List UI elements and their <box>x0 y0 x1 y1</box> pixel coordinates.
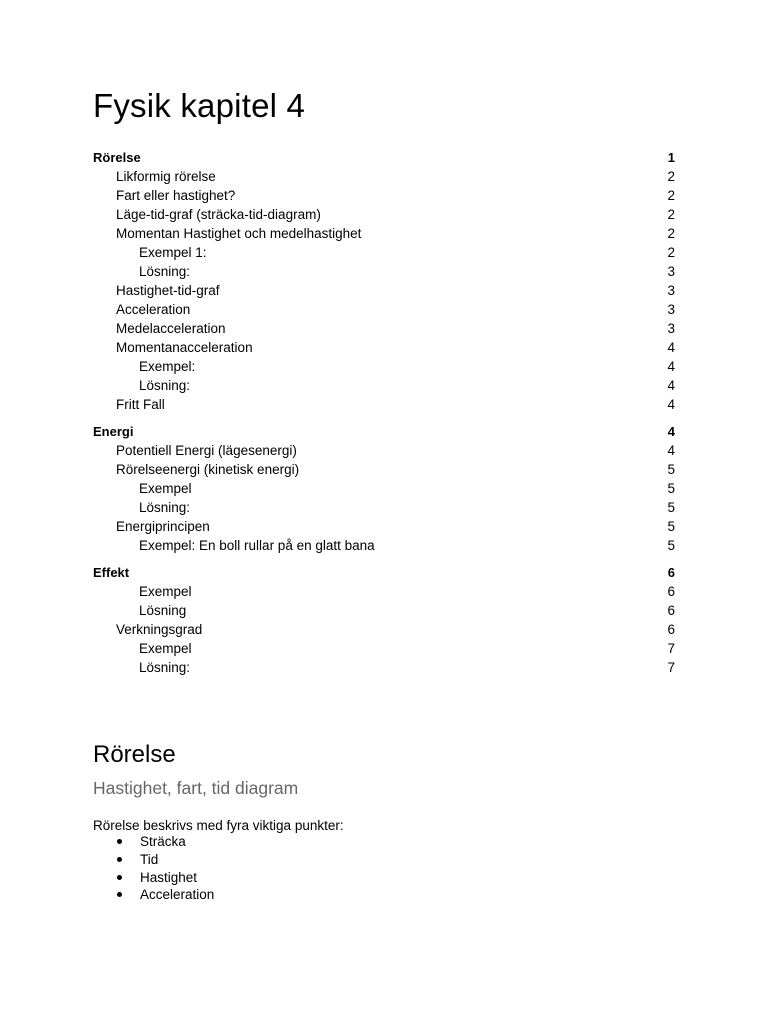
toc-entry[interactable] <box>93 460 675 479</box>
toc-entry-title: Lösning <box>139 603 187 618</box>
toc-entry-title: Exempel: <box>139 359 196 374</box>
toc-entry[interactable] <box>93 300 675 319</box>
toc-page-number: 1 <box>667 150 675 165</box>
toc-entry[interactable] <box>93 601 675 620</box>
list-item-text: Sträcka <box>140 834 186 850</box>
toc-page-number: 2 <box>667 169 675 184</box>
toc-entry[interactable] <box>93 376 675 395</box>
list-item-text: Hastighet <box>140 869 198 885</box>
toc-entry-title: Lösning: <box>139 660 191 675</box>
toc-page-number: 5 <box>667 538 675 553</box>
toc-entry-title: Fart eller hastighet? <box>116 188 236 203</box>
toc-page-number: 5 <box>667 519 675 534</box>
toc-page-number: 2 <box>667 188 675 203</box>
toc-entry-title: Effekt <box>93 565 130 580</box>
toc-entry[interactable] <box>93 357 675 376</box>
toc-entry[interactable] <box>93 441 675 460</box>
toc-entry-title: Potentiell Energi (lägesenergi) <box>116 443 297 458</box>
toc-entry[interactable] <box>93 148 675 167</box>
toc-page-number: 3 <box>667 283 675 298</box>
toc-page-number: 4 <box>667 424 675 439</box>
toc-entry-title: Lösning: <box>139 500 191 515</box>
toc-page-number: 4 <box>667 443 675 458</box>
toc-page-number: 6 <box>667 622 675 637</box>
toc-entry-title: Exempel: En boll rullar på en glatt bana <box>139 538 375 553</box>
toc-entry-title: Läge-tid-graf (sträcka-tid-diagram) <box>116 207 321 222</box>
toc-page-number: 4 <box>667 397 675 412</box>
toc-entry-title: Momentanacceleration <box>116 340 253 355</box>
bullet-icon <box>117 892 122 897</box>
bullet-icon <box>117 875 122 880</box>
bullet-icon <box>117 857 122 862</box>
list-item <box>93 851 214 869</box>
toc-entry-title: Rörelseenergi (kinetisk energi) <box>116 462 300 477</box>
toc-entry[interactable] <box>93 582 675 601</box>
toc-entry-title: Medelacceleration <box>116 321 226 336</box>
toc-page-number: 4 <box>667 378 675 393</box>
toc-entry-title: Lösning: <box>139 378 191 393</box>
document-title: Fysik kapitel 4 <box>93 87 306 124</box>
toc-entry-title: Hastighet-tid-graf <box>116 283 220 298</box>
toc-page-number: 4 <box>667 340 675 355</box>
toc-entry[interactable] <box>93 536 675 555</box>
toc-page-number: 3 <box>667 302 675 317</box>
section-subheading: Hastighet, fart, tid diagram <box>93 778 299 798</box>
list-item <box>93 833 214 851</box>
toc-page-number: 3 <box>667 264 675 279</box>
toc-entry[interactable] <box>93 224 675 243</box>
toc-page-number: 7 <box>667 660 675 675</box>
toc-entry-title: Energiprincipen <box>116 519 210 534</box>
toc-entry-title: Verkningsgrad <box>116 622 203 637</box>
toc-entry[interactable] <box>93 517 675 536</box>
intro-paragraph: Rörelse beskrivs med fyra viktiga punkter: <box>93 818 344 833</box>
toc-entry[interactable] <box>93 498 675 517</box>
bullet-list <box>93 833 214 904</box>
toc-entry-title: Exempel <box>139 481 192 496</box>
list-item-text: Acceleration <box>140 887 215 903</box>
toc-page-number: 6 <box>667 603 675 618</box>
toc-page-number: 2 <box>667 226 675 241</box>
toc-entry[interactable] <box>93 205 675 224</box>
table-of-contents <box>93 148 675 677</box>
toc-page-number: 6 <box>667 584 675 599</box>
list-item <box>93 868 214 886</box>
toc-entry[interactable] <box>93 620 675 639</box>
toc-page-number: 5 <box>667 481 675 496</box>
toc-entry[interactable] <box>93 186 675 205</box>
toc-entry[interactable] <box>93 395 675 414</box>
toc-page-number: 5 <box>667 500 675 515</box>
toc-page-number: 6 <box>667 565 675 580</box>
toc-page-number: 2 <box>667 245 675 260</box>
toc-entry-title: Rörelse <box>93 150 141 165</box>
toc-entry-title: Exempel <box>139 641 192 656</box>
toc-entry[interactable] <box>93 563 675 582</box>
list-item-text: Tid <box>140 852 159 868</box>
toc-entry-title: Fritt Fall <box>116 397 165 412</box>
toc-entry-title: Lösning: <box>139 264 191 279</box>
toc-entry[interactable] <box>93 658 675 677</box>
list-item <box>93 886 214 904</box>
toc-entry[interactable] <box>93 479 675 498</box>
toc-entry[interactable] <box>93 167 675 186</box>
toc-page-number: 3 <box>667 321 675 336</box>
section-heading: Rörelse <box>93 741 176 768</box>
toc-entry[interactable] <box>93 319 675 338</box>
toc-entry-title: Likformig rörelse <box>116 169 216 184</box>
toc-page-number: 5 <box>667 462 675 477</box>
toc-page-number: 4 <box>667 359 675 374</box>
toc-entry[interactable] <box>93 338 675 357</box>
toc-entry[interactable] <box>93 243 675 262</box>
toc-entry-title: Acceleration <box>116 302 191 317</box>
toc-page-number: 7 <box>667 641 675 656</box>
toc-entry-title: Momentan Hastighet och medelhastighet <box>116 226 362 241</box>
toc-entry-title: Energi <box>93 424 134 439</box>
toc-entry-title: Exempel 1: <box>139 245 207 260</box>
toc-entry[interactable] <box>93 281 675 300</box>
toc-entry-title: Exempel <box>139 584 192 599</box>
toc-entry[interactable] <box>93 422 675 441</box>
toc-entry[interactable] <box>93 262 675 281</box>
toc-entry[interactable] <box>93 639 675 658</box>
toc-page-number: 2 <box>667 207 675 222</box>
bullet-icon <box>117 839 122 844</box>
